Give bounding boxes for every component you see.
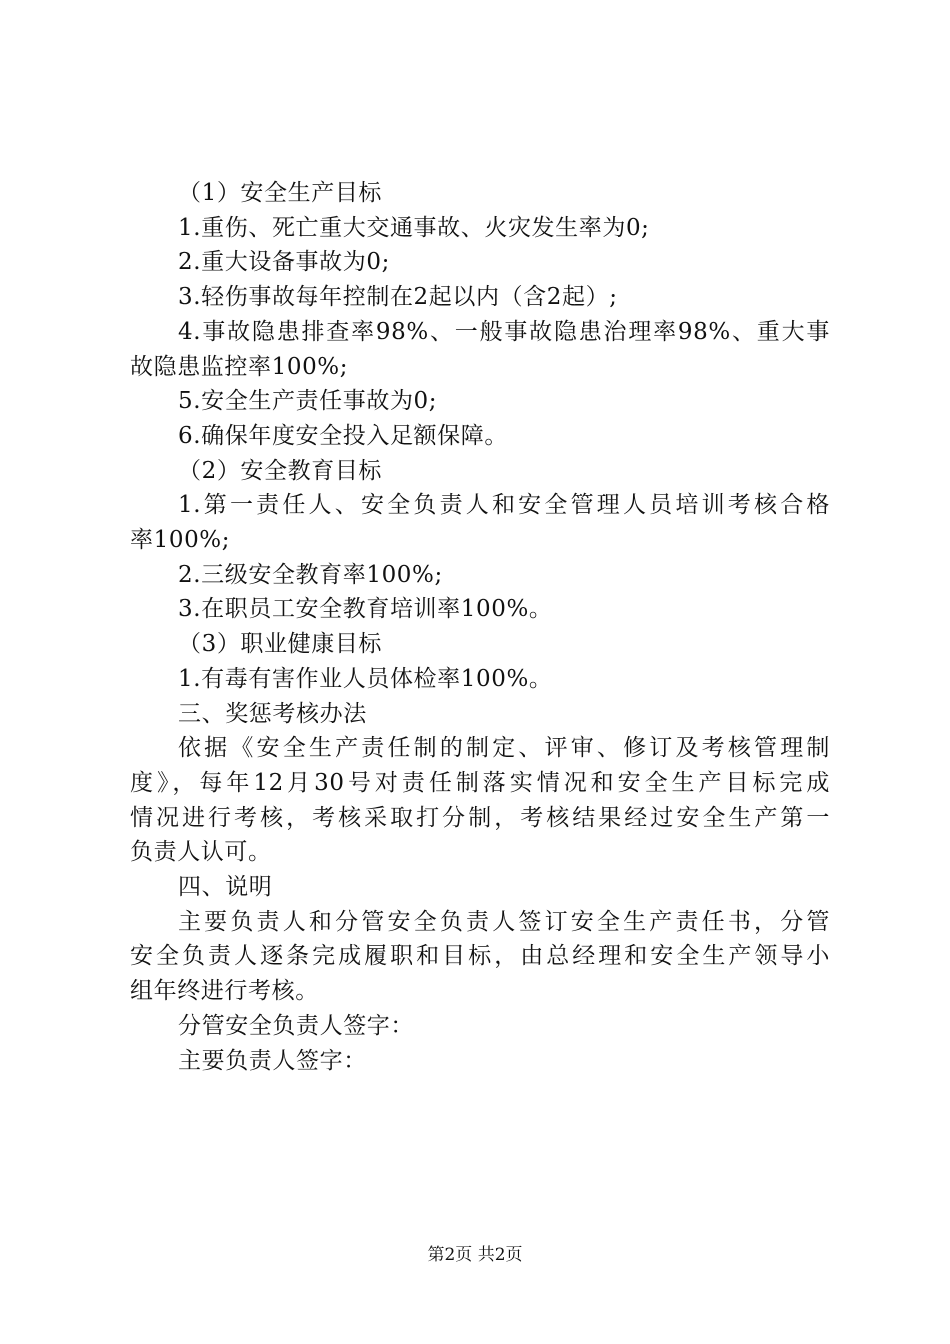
text-line: 2.重大设备事故为0; — [178, 249, 390, 276]
text-line: 5.安全生产责任事故为0; — [178, 388, 438, 415]
text-line: 主要负责人签字： — [178, 1047, 367, 1074]
text-line: 组年终进行考核。 — [130, 978, 319, 1005]
text-line: 3.轻伤事故每年控制在2起以内（含2起）; — [178, 284, 618, 311]
text-line: 度》，每年12月30号对责任制落实情况和安全生产目标完成 — [130, 769, 830, 796]
text-line: 6.确保年度安全投入足额保障。 — [178, 422, 508, 449]
text-line: 四、说明 — [178, 874, 273, 901]
text-line: （3）职业健康目标 — [178, 631, 383, 658]
text-line: 1.第一责任人、安全负责人和安全管理人员培训考核合格 — [178, 492, 830, 519]
text-line: 3.在职员工安全教育培训率100%。 — [178, 596, 553, 623]
page-footer: 第2页 共2页 — [427, 1245, 523, 1265]
text-line: 依据《安全生产责任制的制定、评审、修订及考核管理制 — [178, 735, 830, 762]
text-line: 率100%; — [130, 527, 231, 554]
text-line: 主要负责人和分管安全负责人签订安全生产责任书，分管 — [178, 908, 830, 935]
document-body — [130, 176, 830, 1078]
text-line: 安全负责人逐条完成履职和目标，由总经理和安全生产领导小 — [130, 943, 830, 970]
text-line: 负责人认可。 — [130, 839, 272, 866]
text-line: 故隐患监控率100%; — [130, 353, 349, 380]
text-line: （1）安全生产目标 — [178, 180, 383, 206]
text-line: 2.三级安全教育率100%; — [178, 561, 443, 588]
text-line: 4.事故隐患排查率98%、一般事故隐患治理率98%、重大事 — [178, 318, 830, 345]
text-line: 分管安全负责人签字： — [178, 1012, 414, 1039]
text-line: （2）安全教育目标 — [178, 457, 383, 484]
text-line: 1.有毒有害作业人员体检率100%。 — [178, 665, 553, 692]
text-line: 三、奖惩考核办法 — [178, 700, 367, 727]
text-line: 1.重伤、死亡重大交通事故、火灾发生率为0; — [178, 214, 650, 241]
text-line: 情况进行考核，考核采取打分制，考核结果经过安全生产第一 — [130, 804, 830, 831]
